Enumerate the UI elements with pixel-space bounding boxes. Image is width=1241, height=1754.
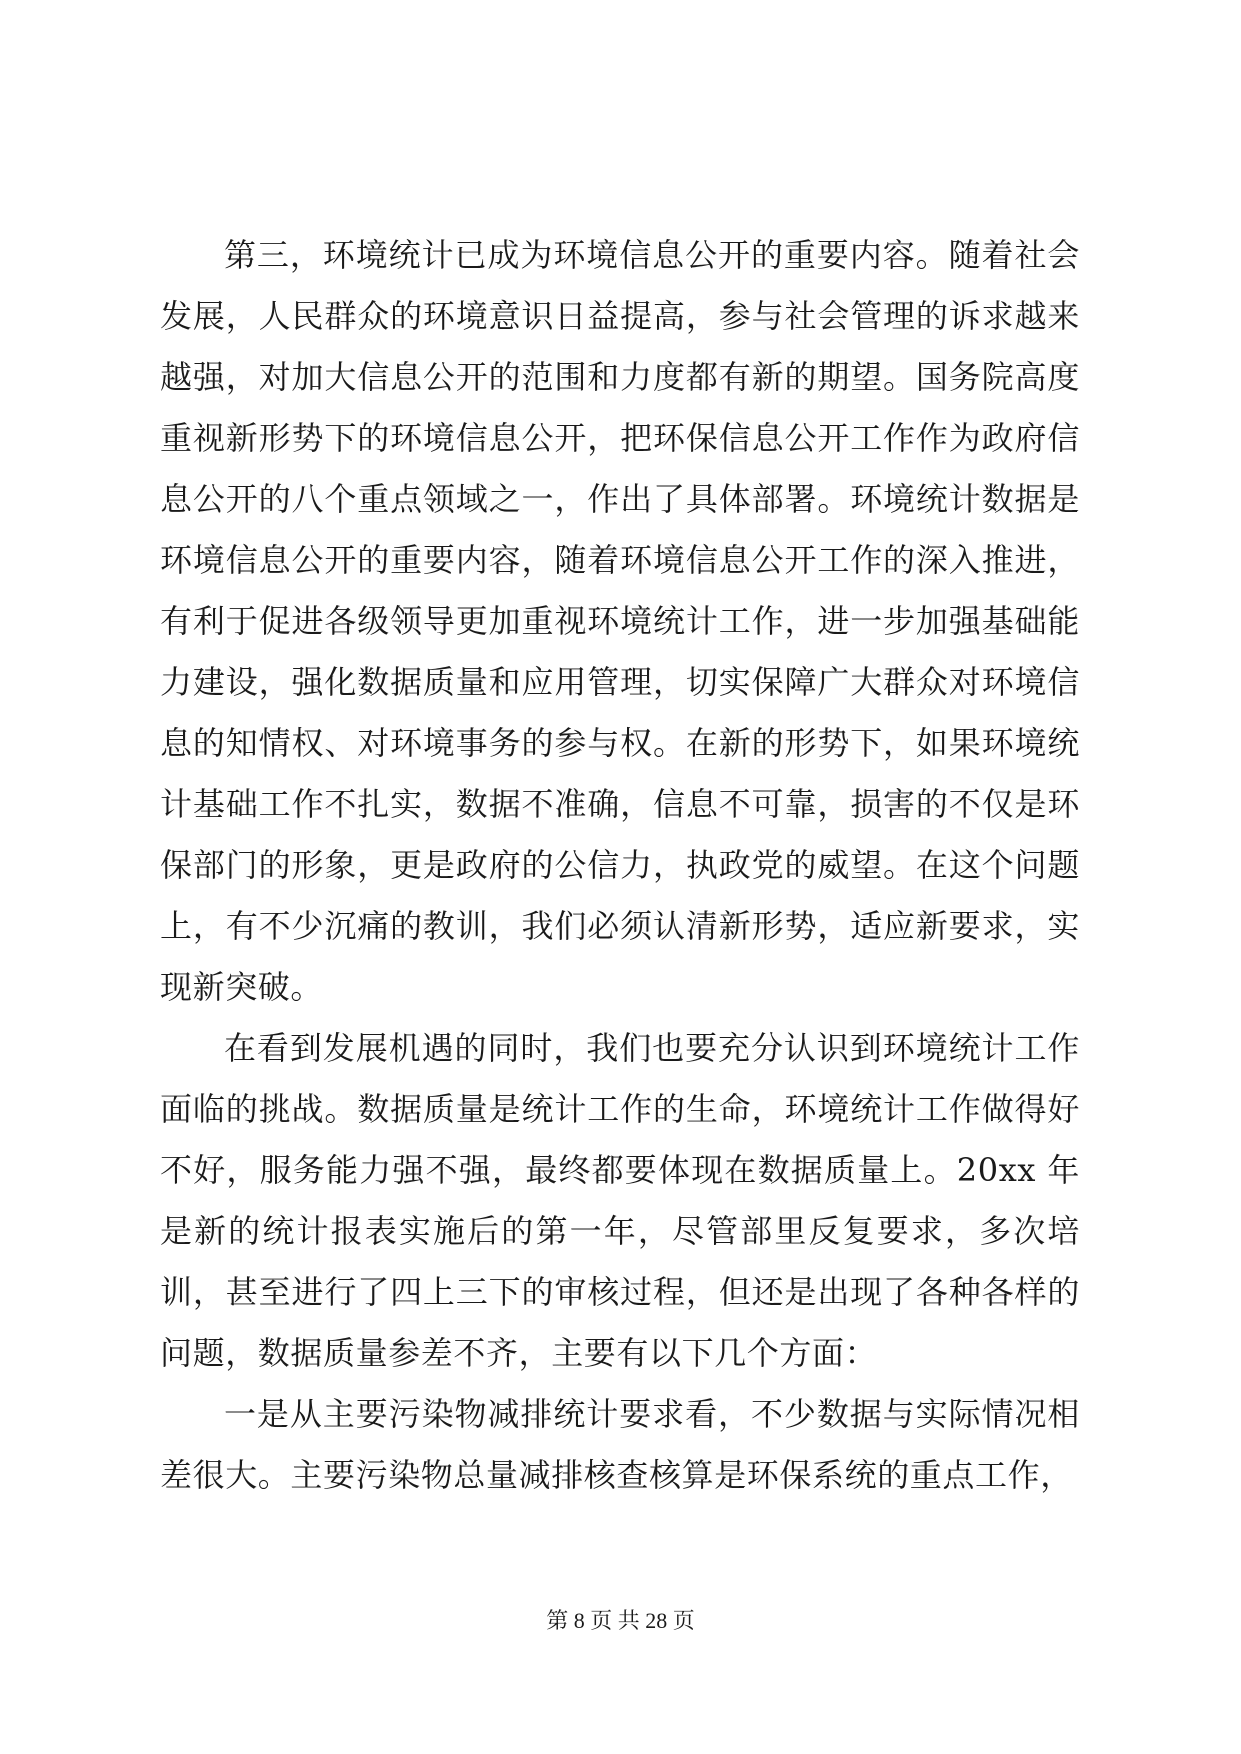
document-body <box>160 225 1080 1506</box>
paragraph: 第三，环境统计已成为环境信息公开的重要内容。随着社会发展，人民群众的环境意识日益提高，参与社会管理的诉求越来越强，对加大信息公开的范围和力度都有新的期望。国务院高度重视新形势下的环境信息公开，把环保信息公开工作作为政府信息公开的八个重点领域之一，作出了具体部署。环境统计数据是环境信息公开的重要内容，随着环境信息公开工作的深入推进，有利于促进各级领导更加重视环境统计工作，进一步加强基础能力建设，强化数据质量和应用管理，切实保障广大群众对环境信息的知情权、对环境事务的参与权。在新的形势下，如果环境统计基础工作不扎实，数据不准确，信息不可靠，损害的不仅是环保部门的形象，更是政府的公信力，执政党的威望。在这个问题上，有不少沉痛的教训，我们必须认清新形势，适应新要求，实现新突破。 <box>160 236 1080 1006</box>
paragraph: 在看到发展机遇的同时，我们也要充分认识到环境统计工作面临的挑战。数据质量是统计工作的生命，环境统计工作做得好不好，服务能力强不强，最终都要体现在数据质量上。20xx 年是新的统计报表实施后的第一年，尽管部里反复要求，多次培训，甚至进行了四上三下的审核过程，但还是出现了各种各样的问题，数据质量参差不齐，主要有以下几个方面： <box>160 1029 1080 1372</box>
page-footer: 第 8 页 共 28 页 <box>546 1608 695 1633</box>
paragraph: 一是从主要污染物减排统计要求看，不少数据与实际情况相差很大。主要污染物总量减排核查核算是环保系统的重点工作， <box>160 1395 1080 1494</box>
